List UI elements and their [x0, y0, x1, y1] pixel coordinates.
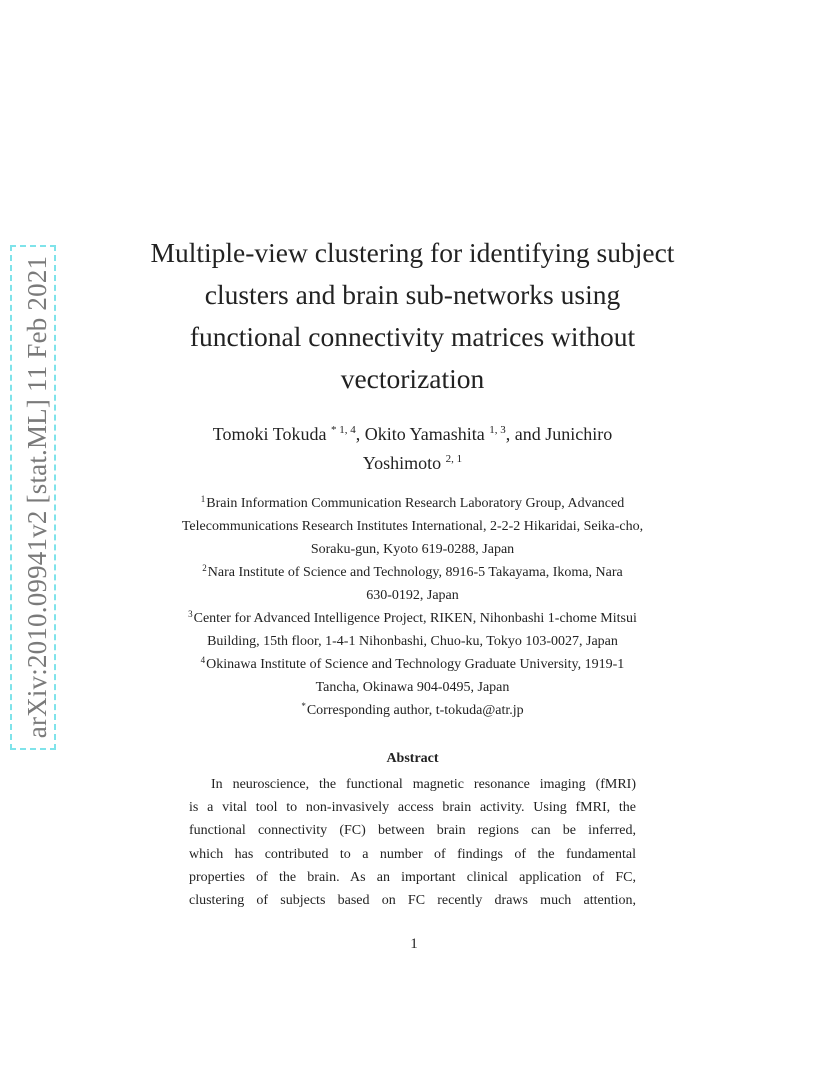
author-affil-marker: 1, 3	[489, 424, 506, 436]
title-line: functional connectivity matrices without	[189, 321, 636, 352]
abstract-line: is a vital tool to non-invasively access brain activity. Using fMRI, the	[189, 800, 636, 816]
abstract-heading: Abstract	[386, 751, 439, 766]
affiliation-line	[140, 492, 685, 515]
author-affil-marker: 2, 1	[445, 453, 463, 465]
author-line	[150, 449, 675, 478]
affiliation-line: Telecommunications Research Institutes International, 2-2-2 Hikaridai, Seika-cho,	[181, 519, 644, 534]
page-number: 1	[410, 936, 418, 952]
affiliation-marker: 3	[188, 609, 193, 619]
corresponding-author	[140, 699, 685, 722]
abstract-line: In neuroscience, the functional magnetic resonance imaging (fMRI)	[211, 777, 636, 792]
title-line: clusters and brain sub-networks using	[204, 279, 621, 310]
affiliation-marker: 2	[202, 563, 207, 573]
affiliation-marker: 1	[200, 494, 206, 504]
affiliation-line: Soraku-gun, Kyoto 619-0288, Japan	[310, 542, 515, 557]
title-line: Multiple-view clustering for identifying subject	[150, 237, 675, 268]
affiliation-text: Center for Advanced Intelligence Project, RIKEN, Nihonbashi 1-chome Mitsui	[193, 611, 637, 626]
abstract-line: functional connectivity (FC) between brain regions can be inferred,	[189, 823, 636, 839]
author-list	[150, 420, 675, 478]
affiliation-marker: 4	[200, 655, 206, 665]
author-name: , and Junichiro	[505, 424, 613, 444]
abstract-line: clustering of subjects based on FC recently draws much attention,	[189, 893, 636, 909]
affiliation-text: Okinawa Institute of Science and Technology Graduate University, 1919-1	[206, 657, 625, 672]
title-line: vectorization	[340, 363, 485, 394]
author-affil-marker: * 1, 4	[330, 424, 356, 436]
author-name: Yoshimoto	[362, 453, 442, 473]
affiliation-line	[140, 653, 685, 676]
affiliation-line	[140, 607, 685, 630]
abstract-line: properties of the brain. As an important clinical application of FC,	[189, 869, 636, 885]
affiliation-text: Brain Information Communication Research Laboratory Group, Advanced	[206, 496, 625, 511]
affiliation-line	[140, 561, 685, 584]
abstract-line: which has contributed to a number of findings of the fundamental	[189, 846, 636, 862]
affiliation-line: 630-0192, Japan	[366, 588, 459, 603]
affiliation-text: Nara Institute of Science and Technology, 8916-5 Takayama, Ikoma, Nara	[207, 565, 623, 580]
paper-title	[140, 232, 685, 400]
affiliation-line: Tancha, Okinawa 904-0495, Japan	[315, 680, 510, 695]
author-name: Tomoki Tokuda	[212, 424, 327, 444]
author-name: , Okito Yamashita	[355, 424, 485, 444]
abstract-body	[189, 773, 636, 912]
affiliation-text: Corresponding author, t-tokuda@atr.jp	[306, 703, 524, 718]
affiliations	[140, 492, 685, 722]
affiliation-marker: *	[301, 701, 306, 711]
affiliation-line: Building, 15th floor, 1-4-1 Nihonbashi, Chuo-ku, Tokyo 103-0027, Japan	[207, 634, 618, 649]
author-line	[150, 420, 675, 449]
arxiv-stamp[interactable]: arXiv:2010.09941v2 [stat.ML] 11 Feb 2021	[22, 255, 52, 739]
